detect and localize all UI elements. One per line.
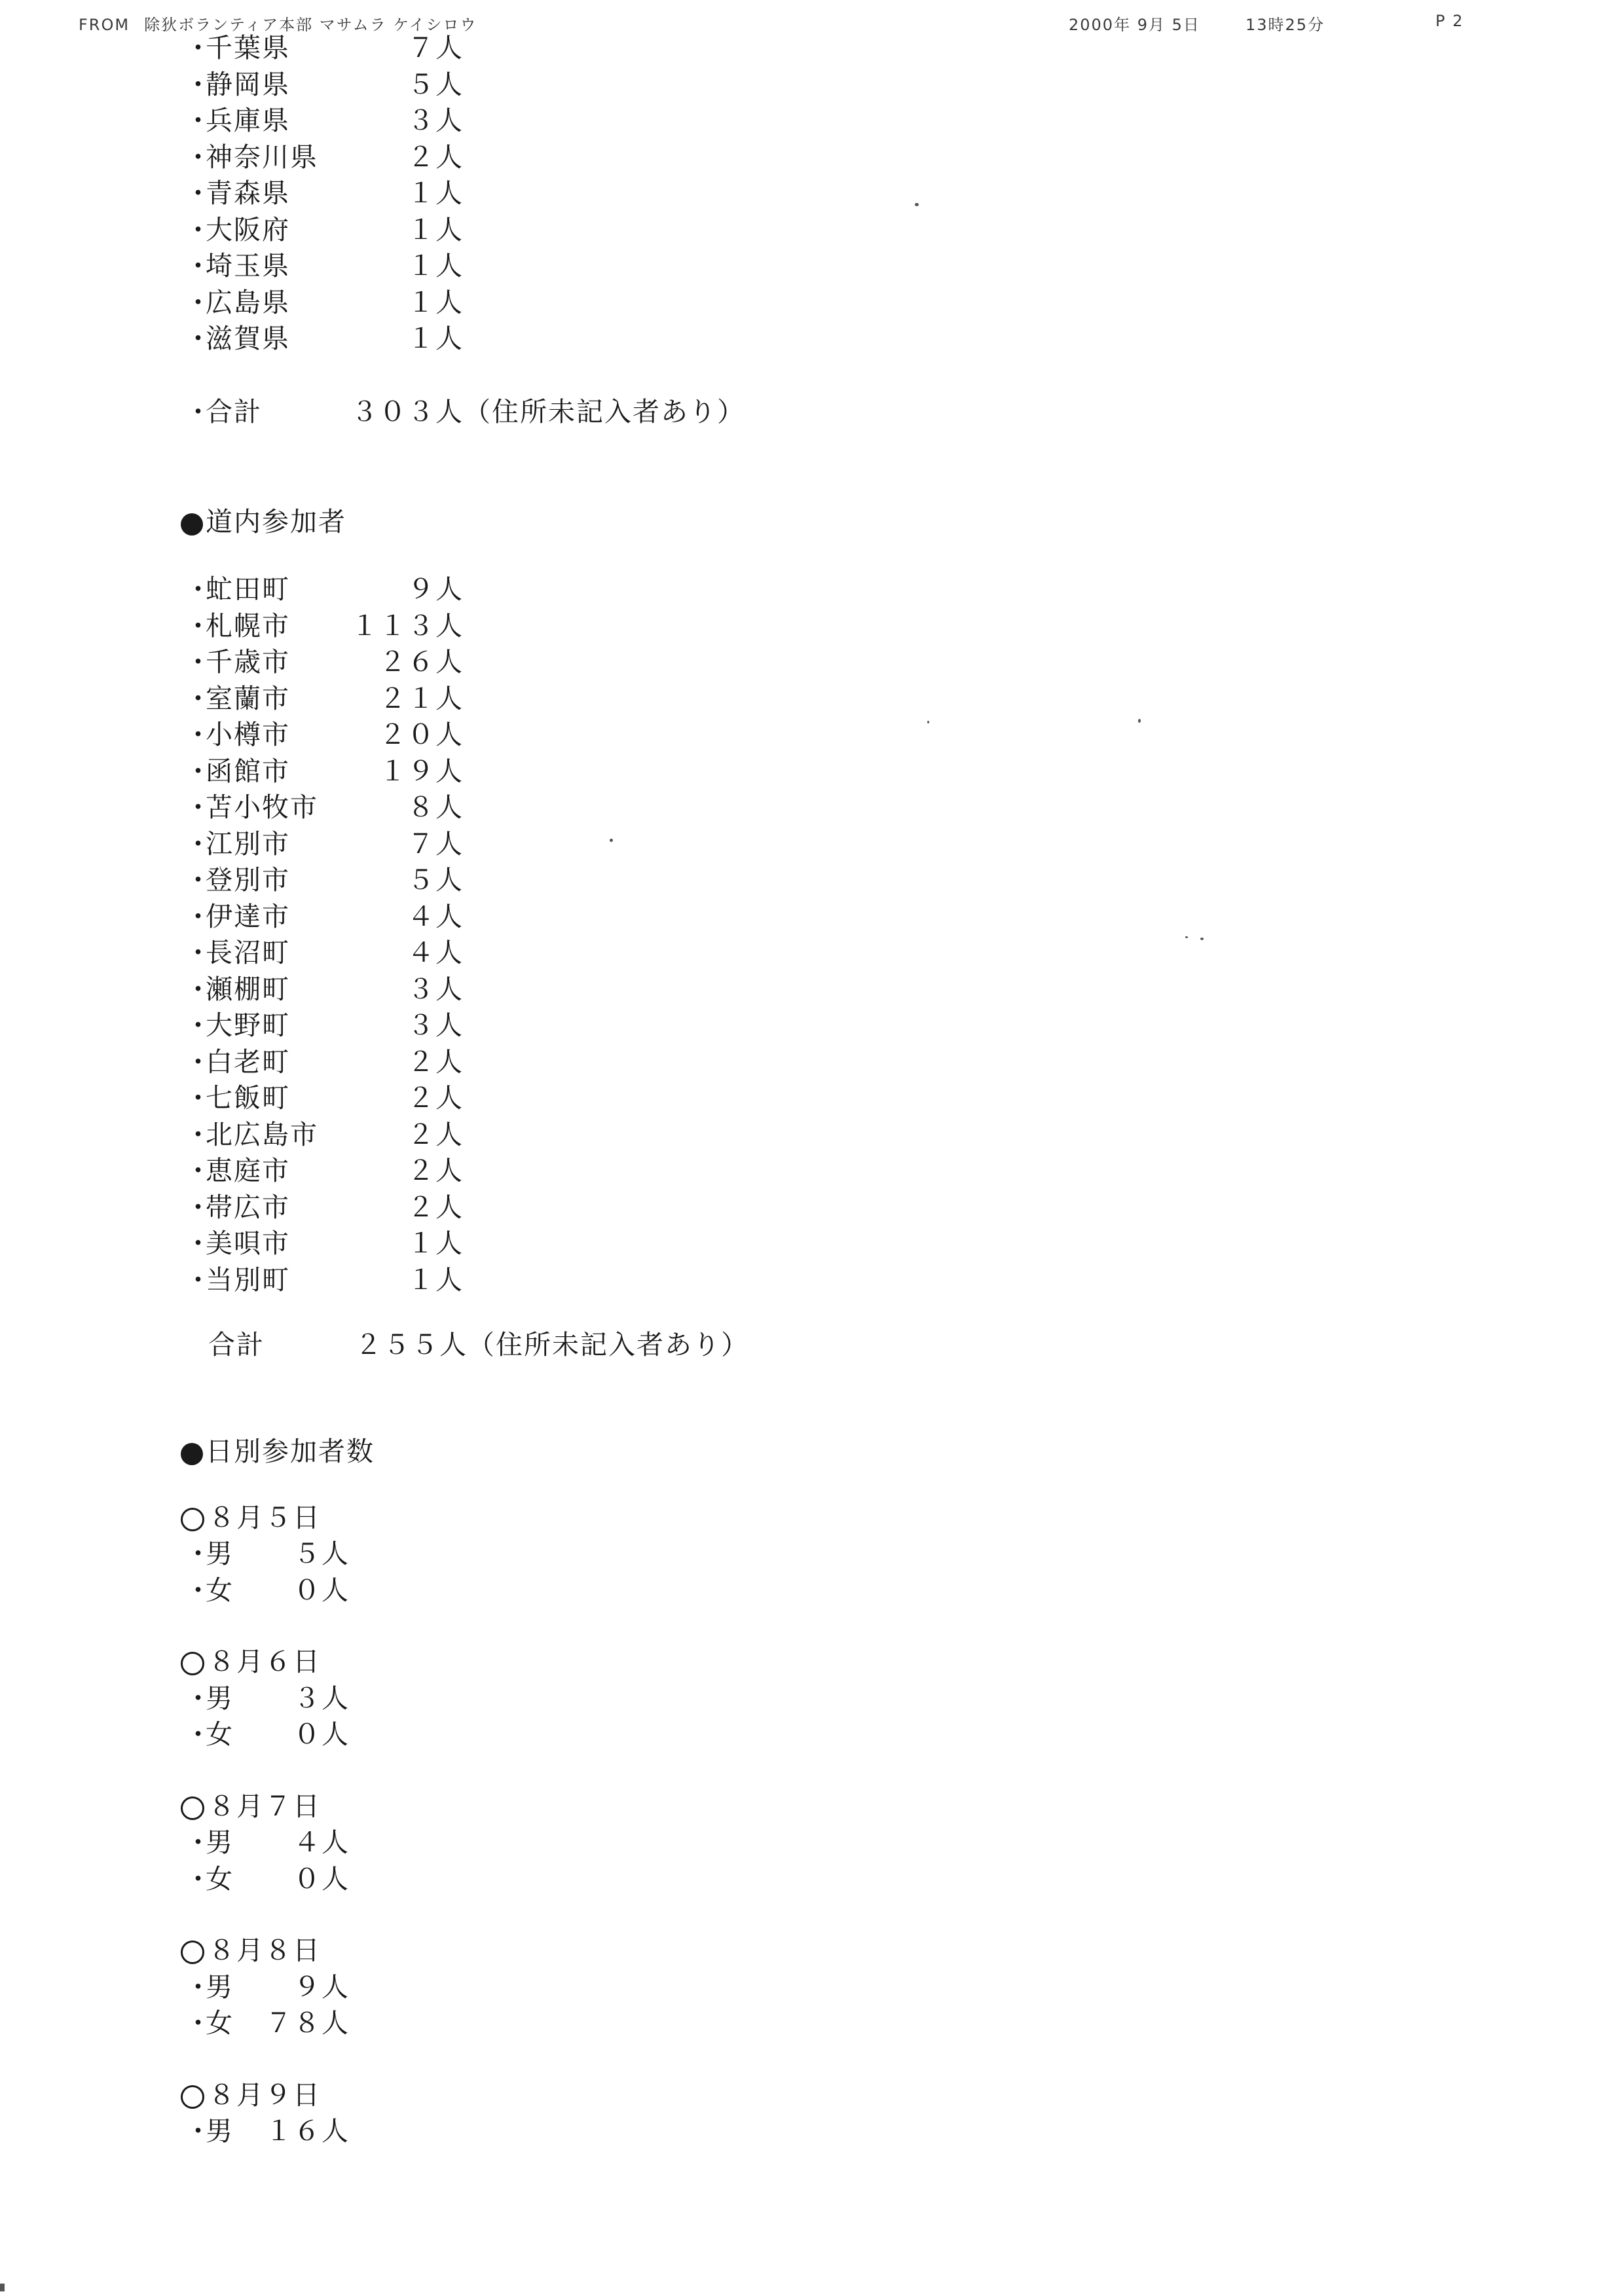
municipality-count: １１３人: [351, 610, 464, 642]
prefecture-count: １人: [407, 250, 464, 282]
municipality-name: 室蘭市: [206, 682, 290, 714]
male-label: 男: [206, 1538, 234, 1569]
day-date: [0, 1644, 1624, 1681]
prefecture-name: 広島県: [206, 286, 290, 318]
municipality-count: ８人: [407, 792, 464, 823]
list-item: [0, 30, 1624, 67]
municipality-name: 小樽市: [206, 719, 290, 750]
bullet: ・: [185, 1155, 213, 1186]
day-female-row: [0, 1573, 1624, 1609]
male-count: ５人: [293, 1538, 350, 1569]
bullet: ・: [185, 105, 213, 136]
female-count: ０人: [293, 1574, 350, 1606]
total-value: ３０３人（住所未記入者あり）: [351, 395, 745, 428]
list-item: [0, 644, 1624, 681]
municipality-count: ９人: [407, 574, 464, 605]
day-date-label: ８月７日: [208, 1790, 321, 1822]
list-item: [0, 826, 1624, 863]
bullet: ・: [185, 1010, 213, 1041]
day-date: [0, 2077, 1624, 2114]
bullet: ・: [185, 1971, 213, 2003]
municipality-count: ４人: [407, 900, 464, 932]
day-date: [0, 1500, 1624, 1537]
open-circle-icon: [181, 1652, 204, 1675]
list-item: [0, 1117, 1624, 1154]
bullet: ・: [185, 213, 213, 246]
list-item: [0, 1226, 1624, 1262]
female-label: 女: [206, 1574, 234, 1606]
bullet: ・: [185, 864, 213, 896]
bullet: ・: [185, 286, 213, 318]
bullet: ・: [185, 323, 213, 354]
scan-speck: [1200, 938, 1204, 940]
bullet: ・: [185, 1264, 213, 1296]
day-male-row: [0, 1536, 1624, 1573]
municipality-count: ５人: [407, 864, 464, 896]
open-circle-icon: [181, 1941, 204, 1964]
municipality-count: ２０人: [379, 719, 464, 750]
daily-day: [0, 1933, 1624, 2042]
hokkaido-list: [0, 572, 1624, 1298]
bullet: ・: [185, 395, 213, 428]
municipality-count: ３人: [407, 973, 464, 1005]
fax-from-label: FROM: [79, 16, 130, 34]
female-count: ０人: [293, 1863, 350, 1895]
list-item: [0, 1190, 1624, 1226]
bullet: ・: [185, 1046, 213, 1078]
prefecture-count: １人: [407, 177, 464, 209]
open-circle-icon: [181, 2085, 204, 2109]
bullet: ・: [185, 2115, 213, 2147]
municipality-count: ２人: [407, 1191, 464, 1223]
list-item: [0, 899, 1624, 936]
prefecture-count: ２人: [407, 141, 464, 173]
list-item: [0, 608, 1624, 645]
filled-circle-icon: [181, 1443, 203, 1465]
day-female-row: [0, 1717, 1624, 1753]
list-item: [0, 754, 1624, 790]
daily-day: [0, 1644, 1624, 1753]
day-date: [0, 1789, 1624, 1825]
day-male-row: [0, 1681, 1624, 1717]
male-count: ４人: [293, 1827, 350, 1858]
scan-speck: [927, 721, 929, 723]
list-item: [0, 681, 1624, 718]
bullet: ・: [185, 2007, 213, 2039]
list-item: [0, 103, 1624, 139]
bullet: ・: [185, 973, 213, 1005]
female-count: ７８人: [265, 2007, 350, 2039]
section-heading-daily: [0, 1432, 1624, 1471]
scan-speck: [915, 203, 919, 206]
municipality-name: 恵庭市: [206, 1155, 290, 1186]
prefecture-name: 神奈川県: [206, 141, 318, 173]
bullet: ・: [185, 828, 213, 860]
prefecture-total: [0, 394, 1624, 431]
prefecture-count: ５人: [407, 68, 464, 100]
female-label: 女: [206, 2007, 234, 2039]
bullet: ・: [185, 68, 213, 100]
bullet: ・: [185, 1863, 213, 1895]
prefecture-list: [0, 30, 1624, 357]
day-date-label: ８月６日: [208, 1646, 321, 1677]
filled-circle-icon: [181, 513, 203, 536]
male-count: ９人: [293, 1971, 350, 2003]
prefecture-count: １人: [407, 213, 464, 246]
municipality-count: ７人: [407, 828, 464, 860]
male-label: 男: [206, 2115, 234, 2147]
scan-speck: [610, 839, 613, 842]
municipality-name: 瀬棚町: [206, 973, 290, 1005]
municipality-name: 千歳市: [206, 646, 290, 678]
municipality-name: 登別市: [206, 864, 290, 896]
daily-day: [0, 2077, 1624, 2150]
list-item: [0, 1080, 1624, 1117]
male-count: ３人: [293, 1682, 350, 1714]
list-item: [0, 862, 1624, 899]
male-count: １６人: [265, 2115, 350, 2147]
municipality-name: 虻田町: [206, 574, 290, 605]
prefecture-count: ７人: [407, 32, 464, 64]
municipality-count: ２人: [407, 1155, 464, 1186]
list-item: [0, 790, 1624, 826]
municipality-count: ２１人: [379, 682, 464, 714]
list-item: [0, 972, 1624, 1008]
municipality-count: ４人: [407, 937, 464, 968]
list-item: [0, 321, 1624, 357]
open-circle-icon: [181, 1796, 204, 1820]
bullet: ・: [185, 646, 213, 678]
prefecture-name: 兵庫県: [206, 105, 290, 136]
bullet: ・: [185, 719, 213, 750]
fax-date: 2000年 9月 5日: [1069, 16, 1200, 34]
bullet: ・: [185, 1228, 213, 1259]
open-circle-icon: [181, 1508, 204, 1531]
day-male-row: [0, 2113, 1624, 2150]
list-item: [0, 717, 1624, 754]
day-male-row: [0, 1825, 1624, 1861]
fax-page-number: P 2: [1435, 12, 1464, 30]
document-body: [0, 30, 1624, 2150]
bullet: ・: [185, 141, 213, 173]
municipality-count: ２人: [407, 1046, 464, 1078]
list-item: [0, 139, 1624, 176]
bullet: ・: [185, 755, 213, 787]
day-male-row: [0, 1969, 1624, 2006]
scan-speck: [1185, 936, 1188, 938]
bullet: ・: [185, 177, 213, 209]
bullet: ・: [185, 250, 213, 282]
list-item: [0, 175, 1624, 212]
municipality-count: ２人: [407, 1118, 464, 1150]
scan-speck: [0, 2284, 5, 2291]
section-heading-label: 道内参加者: [206, 506, 346, 538]
day-female-row: [0, 2005, 1624, 2042]
prefecture-name: 青森県: [206, 177, 290, 209]
section-heading-label: 日別参加者数: [206, 1435, 375, 1467]
female-count: ０人: [293, 1719, 350, 1750]
list-item: [0, 935, 1624, 972]
prefecture-name: 千葉県: [206, 32, 290, 64]
municipality-name: 美唄市: [206, 1228, 290, 1259]
list-item: [0, 572, 1624, 608]
list-item: [0, 1008, 1624, 1044]
municipality-count: ３人: [407, 1010, 464, 1041]
day-date: [0, 1933, 1624, 1969]
bullet: ・: [185, 900, 213, 932]
municipality-count: １９人: [379, 755, 464, 787]
list-item: [0, 212, 1624, 249]
male-label: 男: [206, 1827, 234, 1858]
total-value: ２５５人（住所未記入者あり）: [355, 1329, 749, 1360]
bullet: ・: [185, 1538, 213, 1569]
municipality-name: 当別町: [206, 1264, 290, 1296]
prefecture-name: 大阪府: [206, 213, 290, 246]
day-date-label: ８月８日: [208, 1935, 321, 1966]
fax-time: 13時25分: [1246, 16, 1325, 34]
female-label: 女: [206, 1719, 234, 1750]
daily-day: [0, 1789, 1624, 1898]
municipality-name: 北広島市: [206, 1118, 318, 1150]
hokkaido-total: [0, 1327, 1624, 1364]
municipality-name: 江別市: [206, 828, 290, 860]
list-item: [0, 1262, 1624, 1299]
bullet: ・: [185, 1827, 213, 1858]
list-item: [0, 1044, 1624, 1081]
municipality-name: 函館市: [206, 755, 290, 787]
list-item: [0, 248, 1624, 285]
prefecture-name: 埼玉県: [206, 250, 290, 282]
prefecture-name: 静岡県: [206, 68, 290, 100]
municipality-name: 帯広市: [206, 1191, 290, 1223]
fax-sender: 除狄ボランティア本部 マサムラ ケイシロウ: [144, 16, 477, 34]
municipality-name: 大野町: [206, 1010, 290, 1041]
bullet: ・: [185, 610, 213, 642]
municipality-name: 苫小牧市: [206, 792, 318, 823]
municipality-count: １人: [407, 1228, 464, 1259]
bullet: ・: [185, 1191, 213, 1223]
bullet: ・: [185, 1682, 213, 1714]
prefecture-name: 滋賀県: [206, 323, 290, 354]
total-label: 合計: [206, 395, 262, 428]
prefecture-count: １人: [407, 323, 464, 354]
day-female-row: [0, 1861, 1624, 1898]
list-item: [0, 67, 1624, 103]
bullet: ・: [185, 574, 213, 605]
scan-speck: [1138, 719, 1141, 723]
list-item: [0, 1153, 1624, 1190]
male-label: 男: [206, 1971, 234, 2003]
bullet: ・: [185, 1719, 213, 1750]
municipality-count: １人: [407, 1264, 464, 1296]
municipality-name: 白老町: [206, 1046, 290, 1078]
municipality-count: ２６人: [379, 646, 464, 678]
male-label: 男: [206, 1682, 234, 1714]
bullet: ・: [185, 937, 213, 968]
municipality-name: 七飯町: [206, 1082, 290, 1114]
day-date-label: ８月５日: [208, 1501, 321, 1533]
prefecture-count: ３人: [407, 105, 464, 136]
municipality-name: 札幌市: [206, 610, 290, 642]
daily-day: [0, 1500, 1624, 1609]
bullet: ・: [185, 1574, 213, 1606]
prefecture-count: １人: [407, 286, 464, 318]
bullet: ・: [185, 682, 213, 714]
total-label: 合計: [208, 1329, 265, 1360]
bullet: ・: [185, 1082, 213, 1114]
bullet: ・: [185, 792, 213, 823]
municipality-name: 伊達市: [206, 900, 290, 932]
municipality-name: 長沼町: [206, 937, 290, 968]
bullet: ・: [185, 32, 213, 64]
municipality-count: ２人: [407, 1082, 464, 1114]
list-item: [0, 285, 1624, 321]
female-label: 女: [206, 1863, 234, 1895]
bullet: ・: [185, 1118, 213, 1150]
section-heading-hokkaido: [0, 502, 1624, 541]
day-date-label: ８月９日: [208, 2079, 321, 2111]
